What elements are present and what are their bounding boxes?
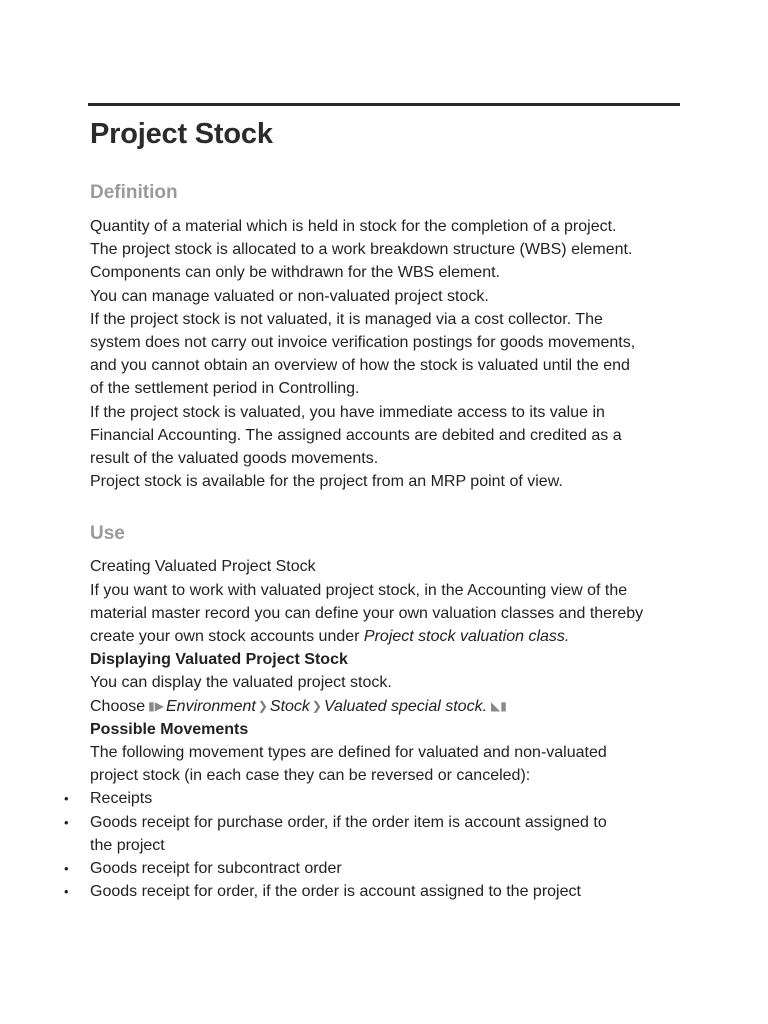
definition-line: The project stock is allocated to a work breakdown structure (WBS) element. <box>90 241 633 259</box>
definition-line: system does not carry out invoice verification postings for goods movements, <box>90 334 636 352</box>
definition-line: Quantity of a material which is held in stock for the completion of a project. <box>90 218 617 235</box>
movements-line: The following movement types are defined for valuated and non-valuated <box>90 744 607 762</box>
definition-line: You can manage valuated or non-valuated project stock. <box>90 287 489 305</box>
definition-line: Financial Accounting. The assigned accounts are debited and credited as a <box>90 426 622 444</box>
document-page <box>64 103 680 903</box>
movement-list <box>64 787 680 903</box>
menu-path-end-icon: ◣▮ <box>491 698 507 713</box>
menu-path-valuated-special-stock[interactable]: Valuated special stock. <box>323 697 488 715</box>
definition-heading: Definition <box>90 182 178 203</box>
creating-line-last <box>90 625 680 648</box>
use-heading: Use <box>90 523 125 545</box>
valuation-class-term: Project stock valuation class. <box>363 628 570 646</box>
displaying-text: You can display the valuated project stock. <box>90 674 392 692</box>
movements-title: Possible Movements <box>90 720 249 738</box>
definition-line: and you cannot obtain an overview of how the stock is valuated until the end <box>90 357 630 375</box>
definition-line: Project stock is available for the project from an MRP point of view. <box>90 473 563 491</box>
menu-path-line <box>90 695 680 718</box>
bullet-icon: • <box>64 791 69 807</box>
chevron-right-icon: ❯ <box>311 698 322 713</box>
creating-line: If you want to work with valuated project stock, in the Accounting view of the <box>90 581 628 599</box>
use-body <box>64 555 680 903</box>
list-item <box>64 880 680 903</box>
menu-path-environment[interactable]: Environment <box>166 697 256 715</box>
list-item-text: Goods receipt for subcontract order <box>90 860 342 878</box>
chevron-right-icon: ❯ <box>257 698 268 713</box>
definition-line: result of the valuated goods movements. <box>90 450 379 468</box>
bullet-icon: • <box>64 884 69 900</box>
creating-line: material master record you can define your own valuation classes and thereby <box>90 604 644 622</box>
bullet-icon: • <box>64 861 69 877</box>
creating-title: Creating Valuated Project Stock <box>90 558 316 576</box>
definition-line: Components can only be withdrawn for the WBS element. <box>90 264 500 282</box>
movements-line: project stock (in each case they can be reversed or canceled): <box>90 767 531 785</box>
list-item <box>64 857 680 880</box>
definition-line: If the project stock is not valuated, it is managed via a cost collector. The <box>90 310 603 328</box>
list-item-text: Receipts <box>90 790 153 808</box>
bullet-icon: • <box>64 814 69 830</box>
definition-line: If the project stock is valuated, you have immediate access to its value in <box>90 403 605 421</box>
page-title: Project Stock <box>90 118 273 150</box>
list-item <box>64 787 680 810</box>
list-item-text: Goods receipt for order, if the order is account assigned to the project <box>90 883 581 901</box>
creating-line-text: create your own stock accounts under <box>90 628 364 646</box>
choose-label: Choose <box>90 697 146 715</box>
definition-line: of the settlement period in Controlling. <box>90 380 360 398</box>
displaying-title: Displaying Valuated Project Stock <box>90 651 348 669</box>
list-item-text: Goods receipt for purchase order, if the order item is account assigned to <box>90 813 607 831</box>
menu-path-start-icon: ▮▶ <box>148 698 164 713</box>
list-item-text-cont: the project <box>90 836 165 854</box>
list-item <box>64 811 680 857</box>
title-rule <box>88 103 680 106</box>
definition-body <box>90 215 680 493</box>
menu-path-stock[interactable]: Stock <box>269 697 310 715</box>
